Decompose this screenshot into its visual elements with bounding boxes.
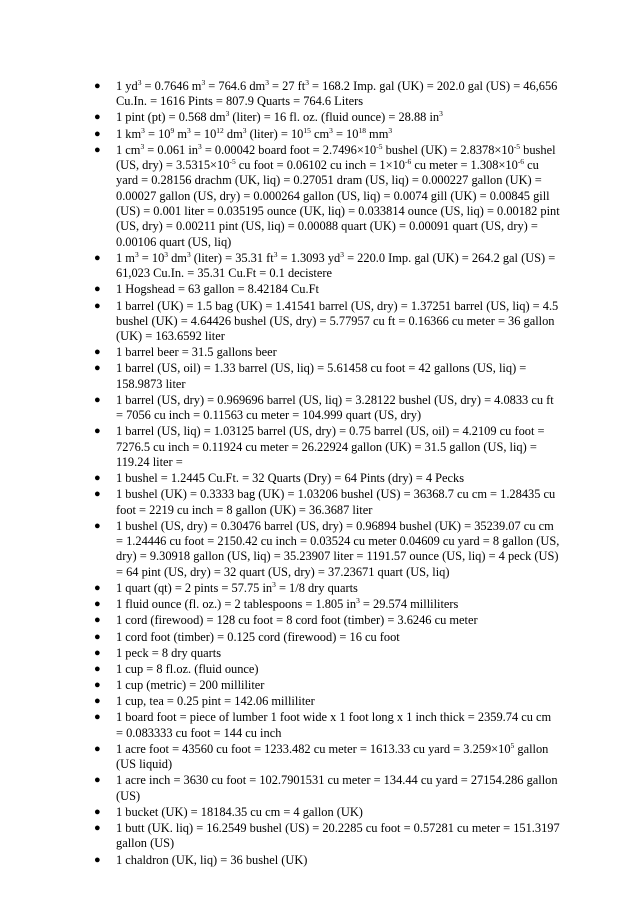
item-text: = 0.7646 m [141, 79, 202, 93]
list-item [0, 821, 560, 852]
bullet-icon: ● [94, 742, 101, 755]
bullet-icon: ● [94, 646, 101, 659]
superscript: -5 [376, 141, 383, 151]
list-item [0, 678, 560, 693]
list-item [0, 79, 560, 110]
superscript: 9 [170, 125, 175, 135]
item-text: 1 cup (metric) = 200 milliliter [116, 678, 265, 693]
list-item [0, 282, 560, 297]
superscript: 3 [242, 125, 247, 135]
list-item [0, 630, 560, 645]
bullet-icon: ● [94, 283, 101, 296]
item-text: 1 bushel = 1.2445 Cu.Ft. = 32 Quarts (Dry) = 64 Pints (dry) = 4 Pecks [116, 471, 465, 486]
bullet-icon: ● [94, 822, 101, 835]
item-text: = 0.061 in [144, 142, 198, 157]
list-item [0, 710, 560, 741]
superscript: 3 [272, 579, 276, 589]
bullet-icon: ● [94, 143, 101, 156]
superscript: 3 [141, 125, 145, 135]
item-text: 1 cord (firewood) = 128 cu foot = 8 cord foot (timber) = 3.6246 cu meter [116, 613, 478, 628]
list-item [0, 773, 560, 804]
list-item [0, 127, 560, 142]
superscript: 3 [356, 596, 360, 606]
superscript: 3 [140, 141, 145, 151]
bullet-icon: ● [94, 581, 101, 594]
item-text: 1 pint (pt) = 0.568 dm [116, 110, 226, 125]
bullet-icon: ● [94, 251, 101, 264]
bullet-icon: ● [94, 488, 101, 501]
item-text: = 10 [138, 250, 165, 265]
bullet-icon: ● [94, 662, 101, 675]
superscript: 3 [201, 78, 206, 87]
bullet-icon: ● [94, 346, 101, 359]
item-text: 1 bucket (UK) = 18184.35 cu cm = 4 gallon (UK) [116, 804, 363, 819]
superscript: -6 [405, 157, 412, 167]
item-text: 1 m [116, 250, 135, 265]
superscript: 3 [198, 141, 202, 151]
bullet-icon: ● [94, 519, 101, 532]
bullet-icon: ● [94, 127, 101, 140]
list-item [0, 742, 560, 773]
superscript: 12 [216, 125, 224, 135]
item-text: 1 barrel (US, dry) = 0.969696 barrel (US, liq) = 3.28122 bushel (US, dry) = 4.0833 cu ft = 7056 cu inch = 0.11563 cu meter = 104.999 quart (US, dry) [116, 392, 554, 423]
item-text: 1 barrel (UK) = 1.5 bag (UK) = 1.41541 barrel (US, dry) = 1.37251 barrel (US, liq) = 4.5 bushel (UK) = 4.64426 bushel (US, dry) = 5.77957 cu ft = 0.16366 cu meter = 36 gallon (UK) = 163.6592 liter [116, 298, 559, 344]
item-text: = 10 [332, 126, 359, 141]
superscript: 3 [137, 78, 142, 87]
list-item [0, 597, 560, 612]
item-text: 1 cm [116, 142, 141, 157]
item-text: m [174, 126, 187, 141]
bullet-icon: ● [94, 393, 101, 406]
item-text: 1 cord foot (timber) = 0.125 cord (firewood) = 16 cu foot [116, 629, 400, 644]
item-text: 1 acre inch = 3630 cu foot = 102.7901531 cu meter = 134.44 cu yard = 27154.286 gallon (US) [116, 773, 558, 803]
item-text: cu foot = 0.06102 cu inch = 1×10 [235, 158, 405, 173]
item-text: 1 bushel (UK) = 0.3333 bag (UK) = 1.03206 bushel (US) = 36368.7 cu cm = 1.28435 cu foot = 2219 cu inch = 8 gallon (UK) = 36.3687 liter [116, 487, 556, 517]
item-text: = 1/8 dry quarts [275, 580, 358, 595]
superscript: 3 [186, 249, 191, 259]
bullet-icon: ● [94, 853, 101, 866]
list-item [0, 345, 560, 360]
bullet-icon: ● [94, 774, 101, 787]
item-text: (liter) = 16 fl. oz. (fluid ounce) = 28.88 in [229, 110, 440, 125]
superscript: 5 [510, 740, 515, 750]
list-item [0, 662, 560, 677]
superscript: -5 [229, 157, 236, 167]
item-text: 1 km [116, 126, 142, 141]
item-text: 1 yd [116, 79, 138, 93]
item-text: (liter) = 35.31 ft [190, 250, 274, 265]
item-text: dm [223, 126, 243, 141]
list-item [0, 110, 560, 125]
item-text: 1 peck = 8 dry quarts [116, 645, 222, 660]
bullet-icon: ● [94, 630, 101, 643]
item-text: 1 board foot = piece of lumber 1 foot wide x 1 foot long x 1 inch thick = 2359.74 cu cm = 0.083333 cu foot = 144 cu inch [116, 710, 552, 740]
item-text: 1 chaldron (UK, liq) = 36 bushel (UK) [116, 852, 308, 867]
list-item [0, 251, 560, 282]
list-item [0, 853, 560, 868]
item-text: cu yard = 0.28156 drachm (UK, liq) = 0.27051 dram (US, liq) = 0.000227 gallon (UK) = 0.00027 gallon (US, dry) = 0.000264 gallon (US, liq) = 0.0074 gill (UK) = 0.00845 gill (US) = 0.001 liter = 0.035195 ounce (UK, liq) = 0.033814 ounce (US, liq) = 0.00182 pint (US, dry) = 0.00211 pint (US, liq) = 0.00088 quart (UK) = 0.00091 quart (US, dry) = 0.00106 quart (US, liq) [116, 158, 560, 249]
bullet-icon: ● [94, 80, 101, 92]
item-text: = 10 [190, 126, 217, 141]
superscript: 3 [340, 249, 344, 259]
list-item [0, 519, 560, 580]
list-item [0, 361, 560, 392]
item-text: = 1.3093 yd [277, 250, 341, 265]
item-text: (liter) = 10 [246, 126, 304, 141]
item-text: 1 bushel (US, dry) = 0.30476 barrel (US, dry) = 0.96894 bushel (UK) = 35239.07 cu cm = 1.24446 cu foot = 2150.42 cu inch = 0.03524 cu meter 0.04609 cu yard = 8 gallon (US, dry) = 9.30918 gallon (US, liq) = 35.23907 liter = 1191.57 ounce (US, liq) = 4 peck (US) = 64 pint (US, dry) = 32 quart (US, dry) = 37.23671 quart (US, liq) [116, 518, 560, 579]
item-text: = 10 [144, 126, 171, 141]
bullet-icon: ● [94, 425, 101, 438]
item-text: dm [168, 250, 187, 265]
bullet-icon: ● [94, 472, 101, 485]
item-text: = 764.6 dm [205, 79, 266, 93]
list-item [0, 613, 560, 628]
item-text: 1 barrel beer = 31.5 gallons beer [116, 345, 277, 360]
bullet-icon: ● [94, 598, 101, 611]
item-text: gallon (US liquid) [116, 741, 549, 772]
superscript: 3 [388, 125, 393, 135]
bullet-icon: ● [94, 614, 101, 627]
superscript: 3 [265, 78, 269, 87]
superscript: 18 [358, 125, 366, 135]
list-item [0, 393, 560, 424]
item-text: = 220.0 Imp. gal (UK) = 264.2 gal (US) = 61,023 Cu.In. = 35.31 Cu.Ft = 0.1 decistere [116, 250, 556, 281]
item-text: 1 butt (UK. liq) = 16.2549 bushel (US) = 20.2285 cu foot = 0.57281 cu meter = 151.3197 gallon (US) [116, 821, 560, 851]
item-text: bushel (US, dry) = 3.5315×10 [116, 142, 556, 173]
item-text: = 168.2 Imp. gal (UK) = 202.0 gal (US) = 46,656 Cu.In. = 1616 Pints = 807.9 Quarts = 764.6 Liters [116, 79, 558, 109]
superscript: 3 [305, 78, 309, 87]
list-item [0, 424, 560, 470]
list-item [0, 805, 560, 820]
item-text: cm [310, 126, 330, 141]
superscript: 3 [164, 249, 169, 259]
superscript: 15 [303, 125, 311, 135]
item-text: 1 barrel (US, oil) = 1.33 barrel (US, liq) = 5.61458 cu foot = 42 gallons (US, liq) = 158.9873 liter [116, 361, 527, 391]
list-item [0, 646, 560, 661]
list-item [0, 299, 560, 345]
item-text: 1 acre foot = 43560 cu foot = 1233.482 cu meter = 1613.33 cu yard = 3.259×10 [116, 741, 511, 756]
bullet-icon: ● [94, 299, 101, 312]
superscript: -6 [517, 157, 525, 167]
bullet-icon: ● [94, 362, 101, 375]
item-text: bushel (UK) = 2.8378×10 [382, 142, 514, 157]
bullet-icon: ● [94, 695, 101, 708]
item-text: 1 Hogshead = 63 gallon = 8.42184 Cu.Ft [116, 282, 319, 297]
item-text: 1 barrel (US, liq) = 1.03125 barrel (US, dry) = 0.75 barrel (US, oil) = 4.2109 cu foot = 7276.5 cu inch = 0.11924 cu meter = 26.22924 gallon (UK) = 31.5 gallon (US, liq) = 119.24 liter = [116, 424, 545, 470]
bullet-icon: ● [94, 711, 101, 724]
bullet-icon: ● [94, 805, 101, 818]
item-text: = 29.574 milliliters [359, 597, 459, 612]
conversion-list [0, 79, 638, 869]
superscript: 3 [329, 125, 333, 135]
superscript: -5 [513, 141, 521, 151]
item-text: = 27 ft [268, 79, 306, 93]
list-item [0, 471, 560, 486]
item-text: 1 quart (qt) = 2 pints = 57.75 in [116, 580, 273, 595]
item-text: 1 fluid ounce (fl. oz.) = 2 tablespoons = 1.805 in [116, 597, 357, 612]
superscript: 3 [134, 249, 139, 259]
list-item [0, 694, 560, 709]
item-text: 1 cup, tea = 0.25 pint = 142.06 milliliter [116, 694, 315, 709]
superscript: 3 [273, 249, 278, 259]
item-text: = 0.00042 board foot = 2.7496×10 [201, 142, 377, 157]
superscript: 3 [439, 109, 443, 119]
item-text: 1 cup = 8 fl.oz. (fluid ounce) [116, 661, 259, 676]
bullet-icon: ● [94, 111, 101, 124]
list-item [0, 581, 560, 596]
bullet-icon: ● [94, 679, 101, 692]
superscript: 3 [186, 125, 191, 135]
list-item [0, 143, 560, 250]
item-text: cu meter = 1.308×10 [411, 158, 518, 173]
item-text: mm [365, 126, 389, 141]
superscript: 3 [225, 109, 230, 119]
list-item [0, 487, 560, 518]
